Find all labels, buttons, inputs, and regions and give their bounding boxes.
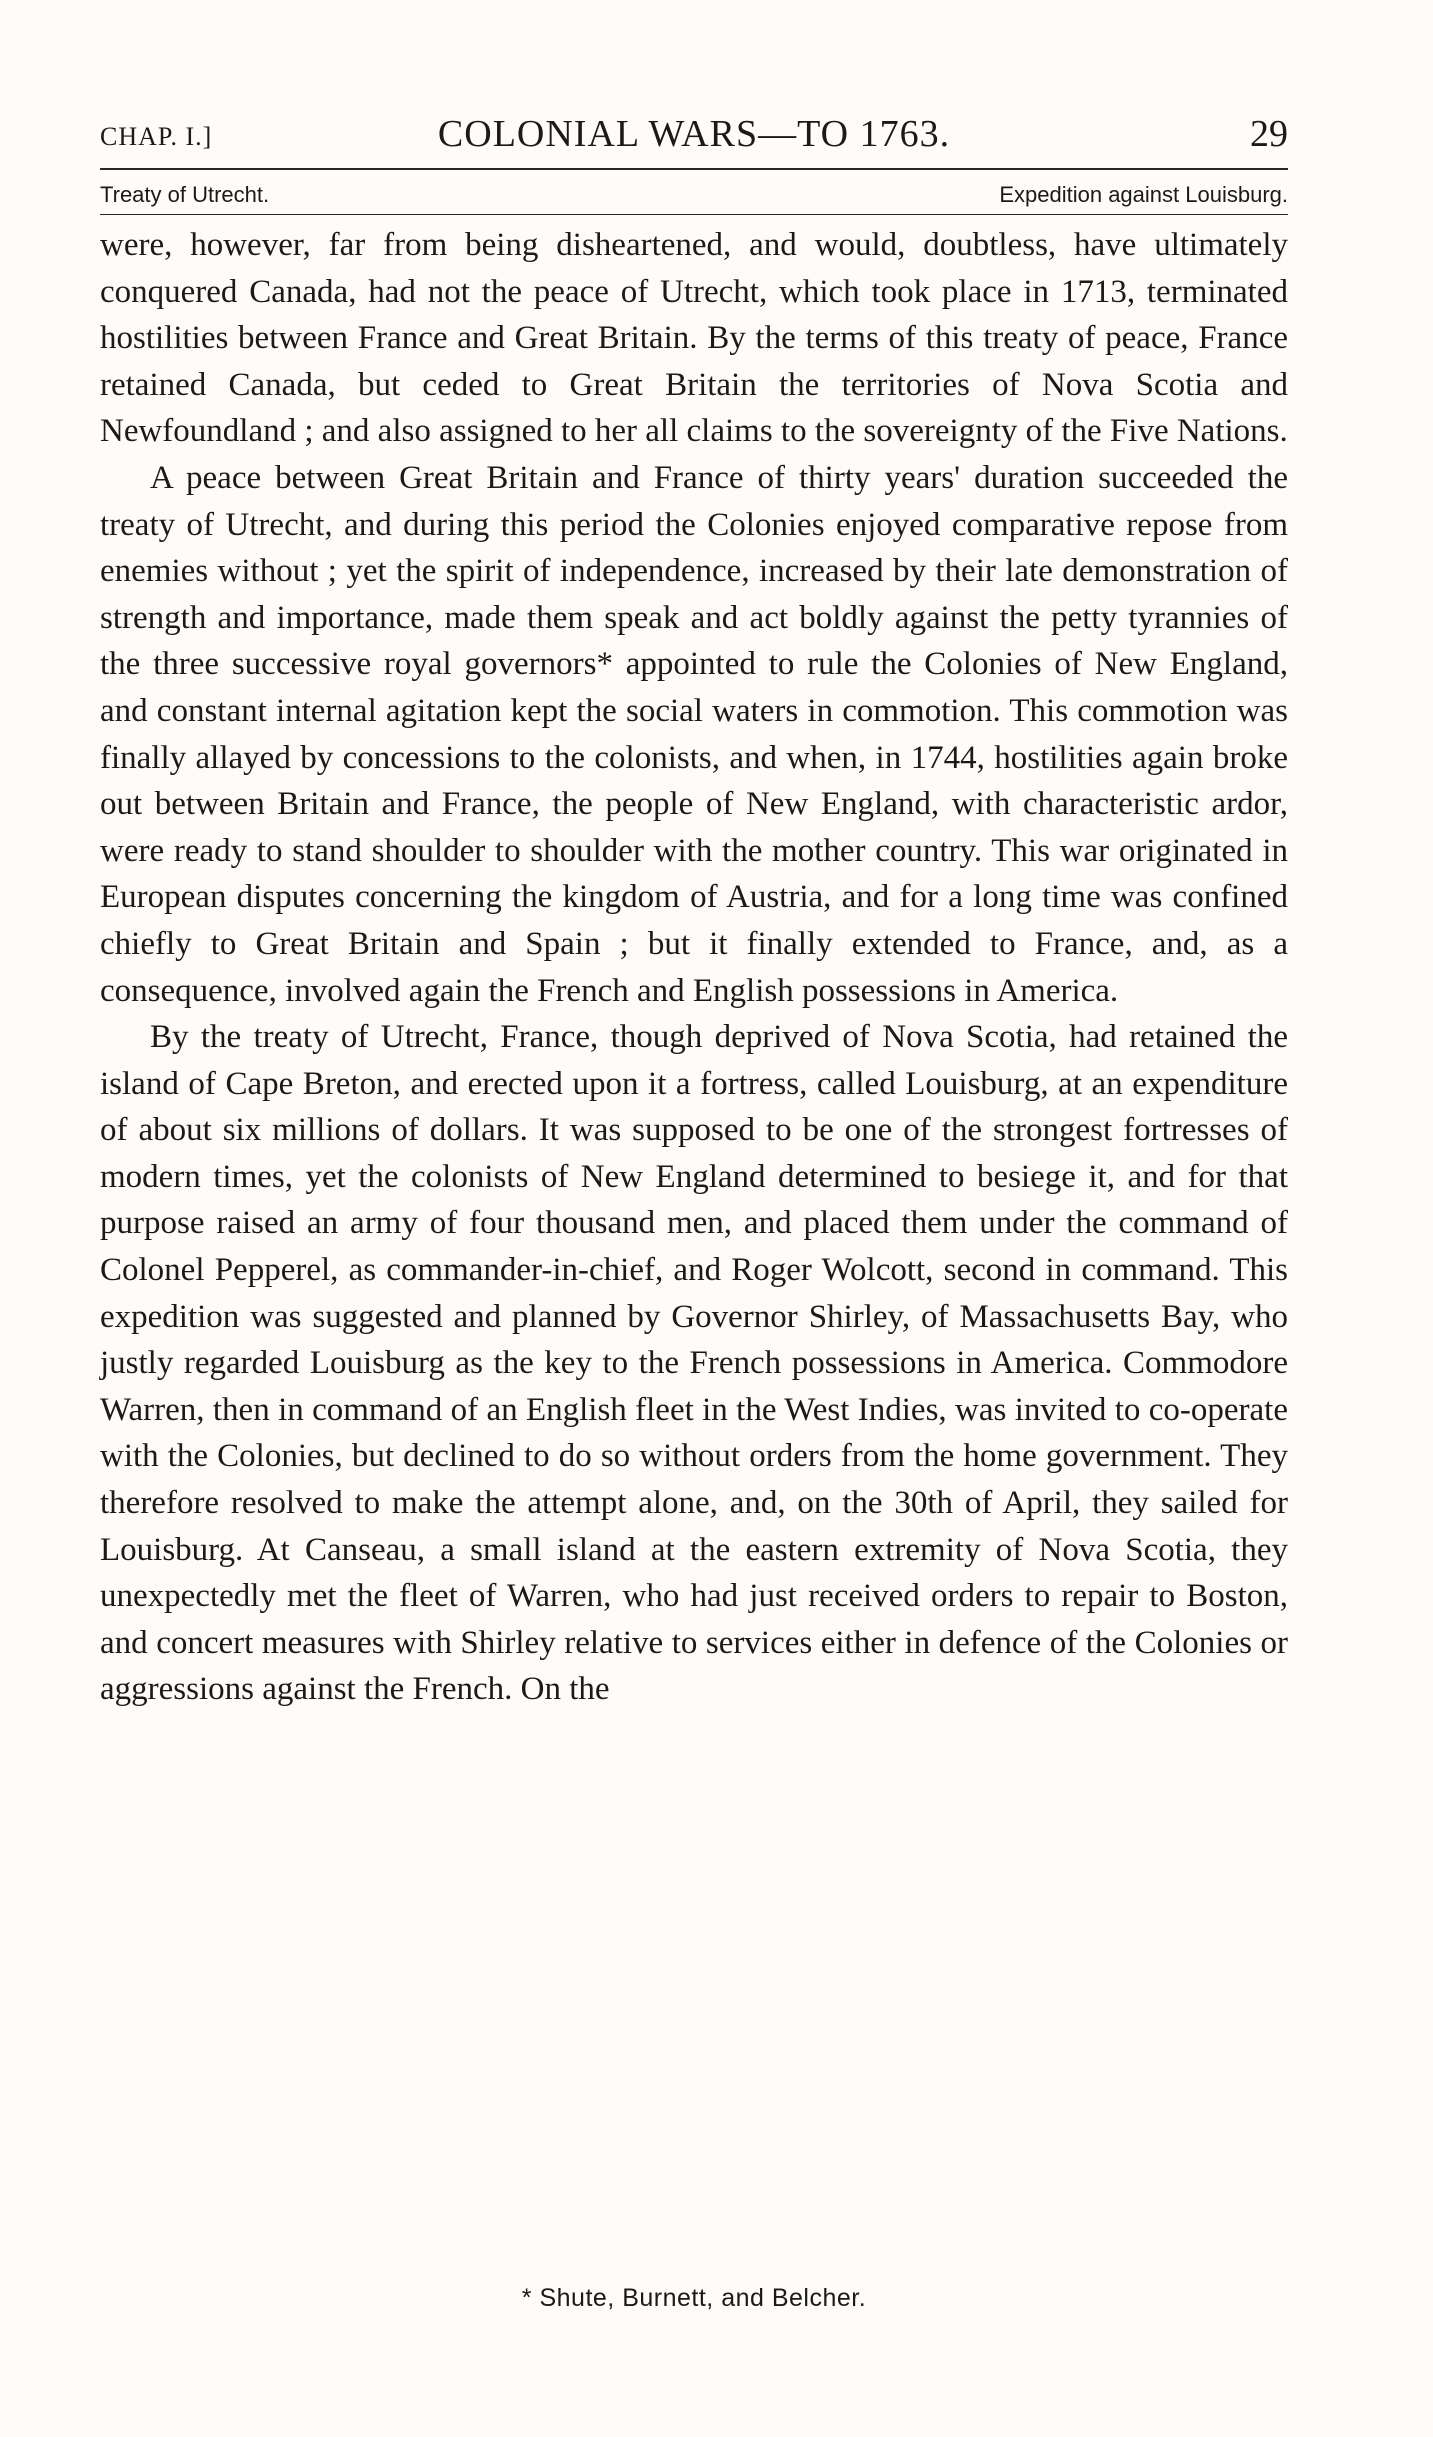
page-number: 29 [1250, 113, 1288, 155]
running-title: COLONIAL WARS—TO 1763. [437, 113, 951, 155]
paragraph-continued: were, however, far from being disheartened, and would, doubtless, have ultimately conquered Canada, had not the peace of Utrecht, which took place in 1713, terminated hostilities between France and Great Britain. By the terms of this treaty of peace, France retained Canada, but ceded to Great Britain the territories of Nova Scotia and Newfoundland ; and also assigned to her all claims to the sovereignty of the Five Nations. [100, 227, 1288, 450]
paragraph: By the treaty of Utrecht, France, though deprived of Nova Scotia, had retained the island of Cape Breton, and erected upon it a fortress, called Louisburg, at an expenditure of about six millions of dollars. It was supposed to be one of the strongest fortresses of modern times, yet the colonists of New England determined to besiege it, and for that purpose raised an army of four thousand men, and placed them under the command of Colonel Pepperel, as commander-in-chief, and Roger Wolcott, second in command. This expedition was suggested and planned by Governor Shirley, of Massachusetts Bay, who justly regarded Louisburg as the key to the French possessions in America. Commodore Warren, then in command of an English fleet in the West Indies, was invited to co-operate with the Colonies, but declined to do so without orders from the home government. They therefore resolved to make the attempt alone, and, on the 30th of April, they sailed for Louisburg. At Canseau, a small island at the eastern extremity of Nova Scotia, they unexpectedly met the fleet of Warren, who had just received orders to repair to Boston, and concert measures with Shirley relative to services either in defence of the Colonies or aggressions against the French. On the [100, 1019, 1288, 1708]
body-text [100, 222, 1288, 1713]
footnote: * Shute, Burnett, and Belcher. [521, 2284, 867, 2312]
marginal-head-right: Expedition against Louisburg. [999, 182, 1288, 207]
marginal-heads [100, 176, 1288, 212]
header-rule [100, 168, 1288, 170]
chapter-label: CHAP. I.] [100, 122, 213, 151]
marginal-head-left: Treaty of Utrecht. [100, 182, 270, 207]
subheader-rule [100, 214, 1288, 215]
running-head [100, 108, 1288, 156]
paragraph: A peace between Great Britain and France of thirty years' duration succeeded the treaty of Utrecht, and during this period the Colonies enjoyed comparative repose from enemies without ; yet the spirit of independence, increased by their late demonstration of strength and importance, made them speak and act boldly against the petty tyrannies of the three successive royal governors* appointed to rule the Colonies of New England, and constant internal agitation kept the social waters in commotion. This commotion was finally allayed by concessions to the colonists, and when, in 1744, hostilities again broke out between Britain and France, the people of New England, with characteristic ardor, were ready to stand shoulder to shoulder with the mother country. This war originated in European disputes concerning the kingdom of Austria, and for a long time was confined chiefly to Great Britain and Spain ; but it finally extended to France, and, as a consequence, involved again the French and English possessions in America. [100, 459, 1288, 1009]
